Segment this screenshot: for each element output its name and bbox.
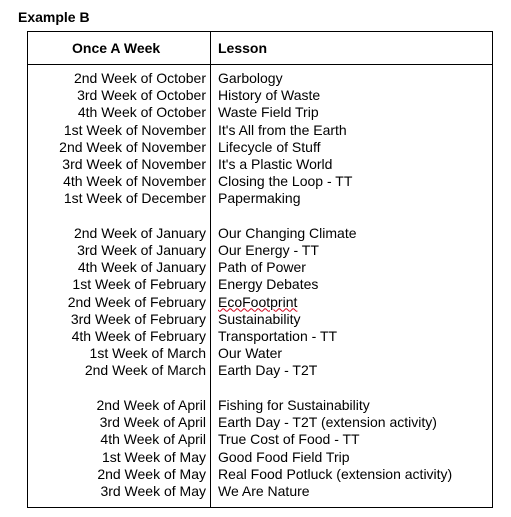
lesson-cell: Good Food Field Trip: [218, 448, 350, 465]
lesson-cell: Sustainability: [218, 310, 301, 327]
table-row: [28, 414, 492, 431]
table-row: [28, 431, 492, 448]
lesson-cell: Papermaking: [218, 190, 301, 207]
table-row: [28, 294, 492, 311]
lesson-cell: It's All from the Earth: [218, 121, 347, 138]
lesson-cell: It's a Plastic World: [218, 155, 333, 172]
header-schedule: Once A Week: [72, 40, 161, 56]
schedule-cell: 1st Week of February: [72, 276, 206, 293]
table-row: [28, 362, 492, 379]
schedule-cell: 1st Week of November: [63, 121, 206, 138]
term-block: [28, 70, 492, 208]
schedule-cell: 2nd Week of May: [97, 465, 206, 482]
term-block: [28, 225, 492, 380]
lesson-cell: Closing the Loop - TT: [218, 173, 353, 190]
table-body: [28, 70, 492, 517]
lesson-cell: Transportation - TT: [218, 328, 338, 345]
lesson-cell: Earth Day - T2T (extension activity): [218, 414, 437, 431]
schedule-cell: 1st Week of December: [63, 190, 206, 207]
term-block: [28, 397, 492, 500]
table-row: [28, 190, 492, 207]
schedule-cell: 4th Week of October: [77, 104, 206, 121]
lesson-cell: Lifecycle of Stuff: [218, 138, 321, 155]
schedule-cell: 1st Week of March: [89, 345, 206, 362]
table-row: [28, 139, 492, 156]
lesson-cell: Waste Field Trip: [218, 104, 319, 121]
table-row: [28, 345, 492, 362]
lesson-cell: Path of Power: [218, 259, 306, 276]
table-row: [28, 104, 492, 121]
header-lesson: Lesson: [218, 40, 268, 56]
schedule-cell: 3rd Week of January: [77, 242, 206, 259]
lesson-cell: History of Waste: [218, 87, 321, 104]
schedule-cell: 2nd Week of January: [73, 224, 206, 241]
lesson-cell: Earth Day - T2T: [218, 362, 318, 379]
table-row: [28, 276, 492, 293]
lesson-cell: Energy Debates: [218, 276, 319, 293]
document-title: Example B: [18, 9, 90, 25]
table-row: [28, 225, 492, 242]
table-row: [28, 122, 492, 139]
schedule-cell: 2nd Week of October: [73, 70, 206, 86]
lesson-cell: EcoFootprint: [218, 293, 298, 310]
lesson-cell: Our Energy - TT: [218, 242, 319, 259]
schedule-cell: 3rd Week of May: [100, 482, 206, 499]
lesson-cell: Our Changing Climate: [218, 224, 357, 241]
lesson-cell: Our Water: [218, 345, 283, 362]
table-row: [28, 259, 492, 276]
schedule-cell: 2nd Week of March: [84, 362, 206, 379]
table-row: [28, 242, 492, 259]
schedule-cell: 1st Week of May: [101, 448, 206, 465]
schedule-cell: 2nd Week of April: [96, 396, 206, 413]
schedule-cell: 3rd Week of April: [99, 414, 206, 431]
schedule-cell: 3rd Week of October: [77, 87, 206, 104]
table-row: [28, 311, 492, 328]
table-row: [28, 87, 492, 104]
lesson-cell: Fishing for Sustainability: [218, 396, 370, 413]
lesson-cell: True Cost of Food - TT: [218, 431, 360, 448]
schedule-cell: 3rd Week of February: [70, 310, 206, 327]
schedule-cell: 4th Week of April: [100, 431, 206, 448]
lesson-cell: We Are Nature: [218, 482, 310, 499]
table-row: [28, 483, 492, 500]
lesson-schedule-table: [27, 31, 493, 508]
schedule-cell: 2nd Week of November: [59, 138, 206, 155]
header-divider: [28, 64, 492, 65]
schedule-cell: 3rd Week of November: [62, 155, 206, 172]
table-row: [28, 173, 492, 190]
table-row: [28, 156, 492, 173]
schedule-cell: 4th Week of February: [71, 328, 206, 345]
lesson-cell: Real Food Potluck (extension activity): [218, 465, 453, 482]
table-row: [28, 70, 492, 87]
table-row: [28, 449, 492, 466]
lesson-cell: Garbology: [218, 70, 283, 86]
table-row: [28, 466, 492, 483]
schedule-cell: 4th Week of January: [77, 259, 206, 276]
table-row: [28, 397, 492, 414]
table-row: [28, 328, 492, 345]
schedule-cell: 2nd Week of February: [67, 293, 206, 310]
schedule-cell: 4th Week of November: [63, 173, 206, 190]
